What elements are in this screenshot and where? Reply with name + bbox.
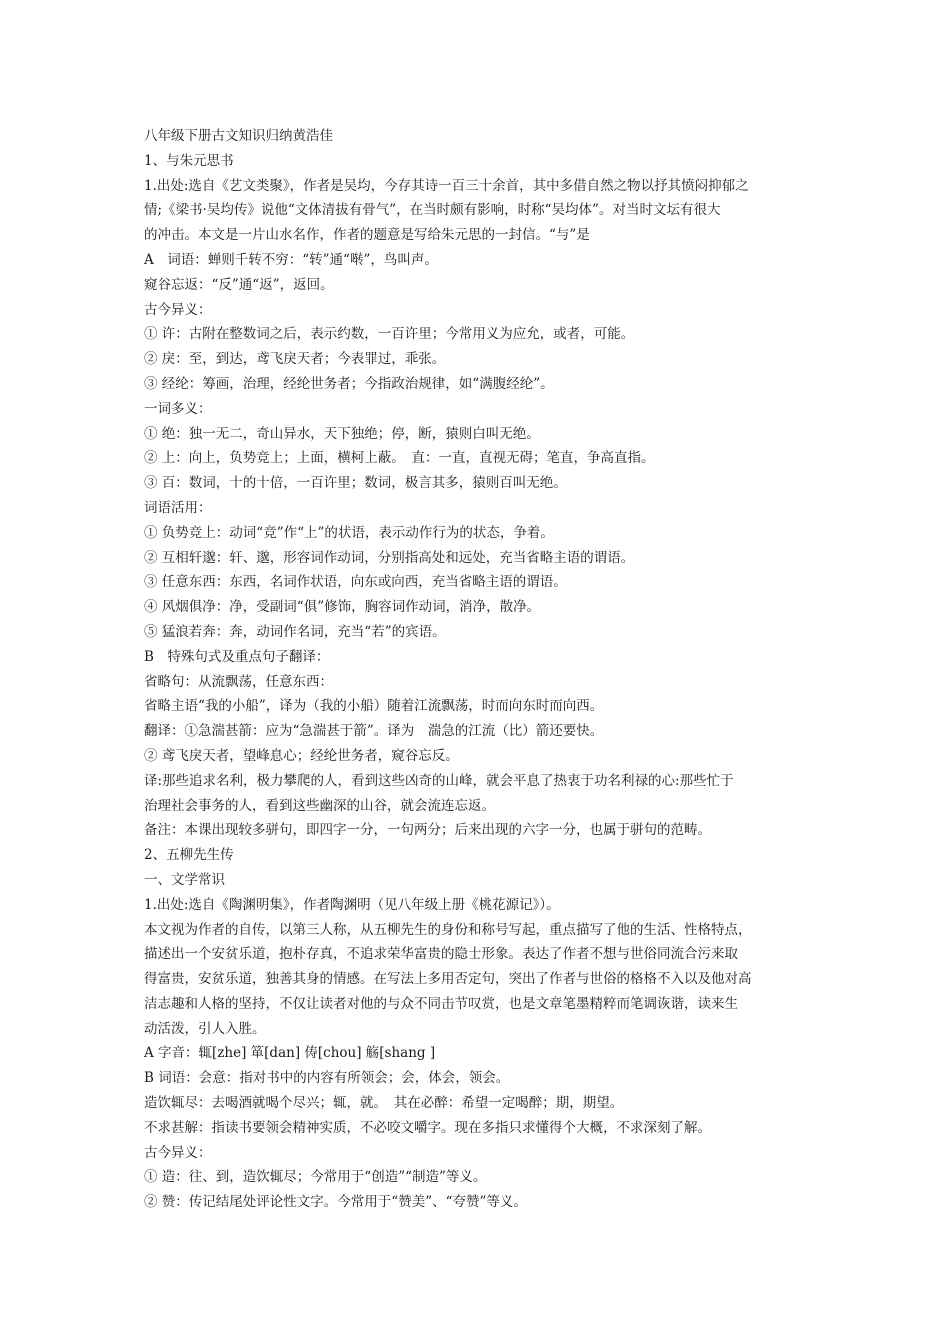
text-line: ③ 百：数词，十的十倍，一百许里；数词，极言其多，猿则百叫无绝。 [144, 475, 567, 492]
text-line: 2、五柳先生传 [144, 847, 234, 864]
text-line: ① 负势竞上：动词“竞”作“上”的状语，表示动作行为的状态，争着。 [144, 524, 554, 541]
text-line: 不求甚解：指读书要领会精神实质，不必咬文嚼字。现在多指只求懂得个大概，不求深刻了解。 [144, 1119, 711, 1136]
text-line: A 词语：蝉则千转不穷：“转”通“啭”，鸟叫声。 [144, 251, 438, 268]
text-line: ② 鸢飞戾天者，望峰息心；经纶世务者，窥谷忘反。 [144, 747, 459, 764]
text-line: 1.出处:选自《陶渊明集》，作者陶渊明（见八年级上册《桃花源记》）。 [144, 896, 560, 913]
text-line: 备注：本课出现较多骈句，即四字一分，一句两分；后来出现的六字一分，也属于骈句的范畴。 [144, 822, 711, 839]
text-line: 译:那些追求名利，极力攀爬的人，看到这些凶奇的山峰，就会平息了热衷于功名利禄的心:那些忙于 [144, 772, 734, 789]
text-line: 窥谷忘返：“反”通“返”，返回。 [144, 276, 334, 293]
text-line: 治理社会事务的人，看到这些幽深的山谷，就会流连忘返。 [144, 797, 495, 814]
text-line: ③ 任意东西：东西，名词作状语，向东或向西，充当省略主语的谓语。 [144, 574, 567, 591]
text-line: 本文视为作者的自传，以第三人称，从五柳先生的身份和称号写起，重点描写了他的生活、性格特点， [144, 921, 752, 938]
text-line: 的冲击。本文是一片山水名作，作者的题意是写给朱元思的一封信。“与”是 [144, 227, 590, 244]
text-line: ④ 风烟俱净：净，受副词“俱”修饰，胸容词作动词，消净，散净。 [144, 599, 541, 616]
text-line: 一词多义： [144, 400, 212, 417]
text-line: 词语活用： [144, 499, 212, 516]
text-line: B 特殊句式及重点句子翻译： [144, 648, 330, 665]
text-line: 造饮辄尽：去喝酒就喝个尽兴；辄，就。 其在必醉：希望一定喝醉；期，期望。 [144, 1095, 624, 1112]
text-line: ① 绝：独一无二，奇山异水，天下独绝；停，断，猿则白叫无绝。 [144, 425, 540, 442]
text-line: ② 戾：至，到达，鸢飞戾天者；今表罪过，乖张。 [144, 351, 446, 368]
text-line: 1.出处:选自《艺文类聚》，作者是吴均，今存其诗一百三十余首，其中多借自然之物以抒其愤闷抑郁之 [144, 177, 749, 194]
text-line: ② 赞：传记结尾处评论性文字。今常用于“赞美”、“夸赞”等义。 [144, 1194, 527, 1211]
text-line: A 字音：辄[zhe] 箪[dan] 俦[chou] 觞[shang ] [144, 1045, 436, 1062]
text-line: 翻译：①急湍甚箭：应为“急湍甚于箭”。译为 湍急的江流（比）箭还要快。 [144, 723, 604, 740]
text-line: 动活泼，引人入胜。 [144, 1020, 266, 1037]
text-line: ⑤ 猛浪若奔：奔，动词作名词，充当“若”的宾语。 [144, 623, 446, 640]
text-line: ① 造：往、到，造饮辄尽；今常用于“创造”“制造”等义。 [144, 1169, 487, 1186]
text-line: 情;《梁书·吴均传》说他“文体清拔有骨气”，在当时颇有影响，时称“吴均体”。对当时文坛有很大 [144, 202, 721, 219]
text-line: B 词语：会意：指对书中的内容有所领会；会，体会，领会。 [144, 1070, 510, 1087]
text-line: ① 许：古附在整数词之后，表示约数，一百许里；今常用义为应允，或者，可能。 [144, 326, 635, 343]
document-body [144, 124, 810, 1215]
text-line: 一、文学常识 [144, 871, 225, 888]
document-title: 八年级下册古文知识归纳黄浩佳 [144, 128, 333, 144]
text-line: 1、与朱元思书 [144, 152, 234, 169]
text-line: ② 上：向上，负势竞上；上面，横柯上蔽。 直：一直，直视无碍；笔直，争高直指。 [144, 450, 655, 467]
text-line: ② 互相轩邈：轩、邈，形容词作动词，分别指高处和远处，充当省略主语的谓语。 [144, 549, 635, 566]
text-line: 洁志趣和人格的坚持，不仅让读者对他的与众不同击节叹赏，也是文章笔墨精粹而笔调诙谐，读来生 [144, 995, 738, 1012]
text-line: 描述出一个安贫乐道，抱朴存真，不追求荣华富贵的隐士形象。表达了作者不想与世俗同流合污来取 [144, 946, 738, 963]
text-line: 省略句：从流飘荡，任意东西： [144, 673, 333, 690]
text-line: 古今异义： [144, 1144, 212, 1161]
text-line: 省略主语“我的小船”，译为（我的小船）随着江流飘荡，时而向东时而向西。 [144, 698, 604, 715]
text-line: ③ 经纶：筹画，治理，经纶世务者；今指政治规律，如“满腹经纶”。 [144, 375, 554, 392]
text-line: 得富贵，安贫乐道，独善其身的情感。在写法上多用否定句，突出了作者与世俗的格格不入以及他对高 [144, 971, 752, 988]
text-line: 古今异义： [144, 301, 212, 318]
